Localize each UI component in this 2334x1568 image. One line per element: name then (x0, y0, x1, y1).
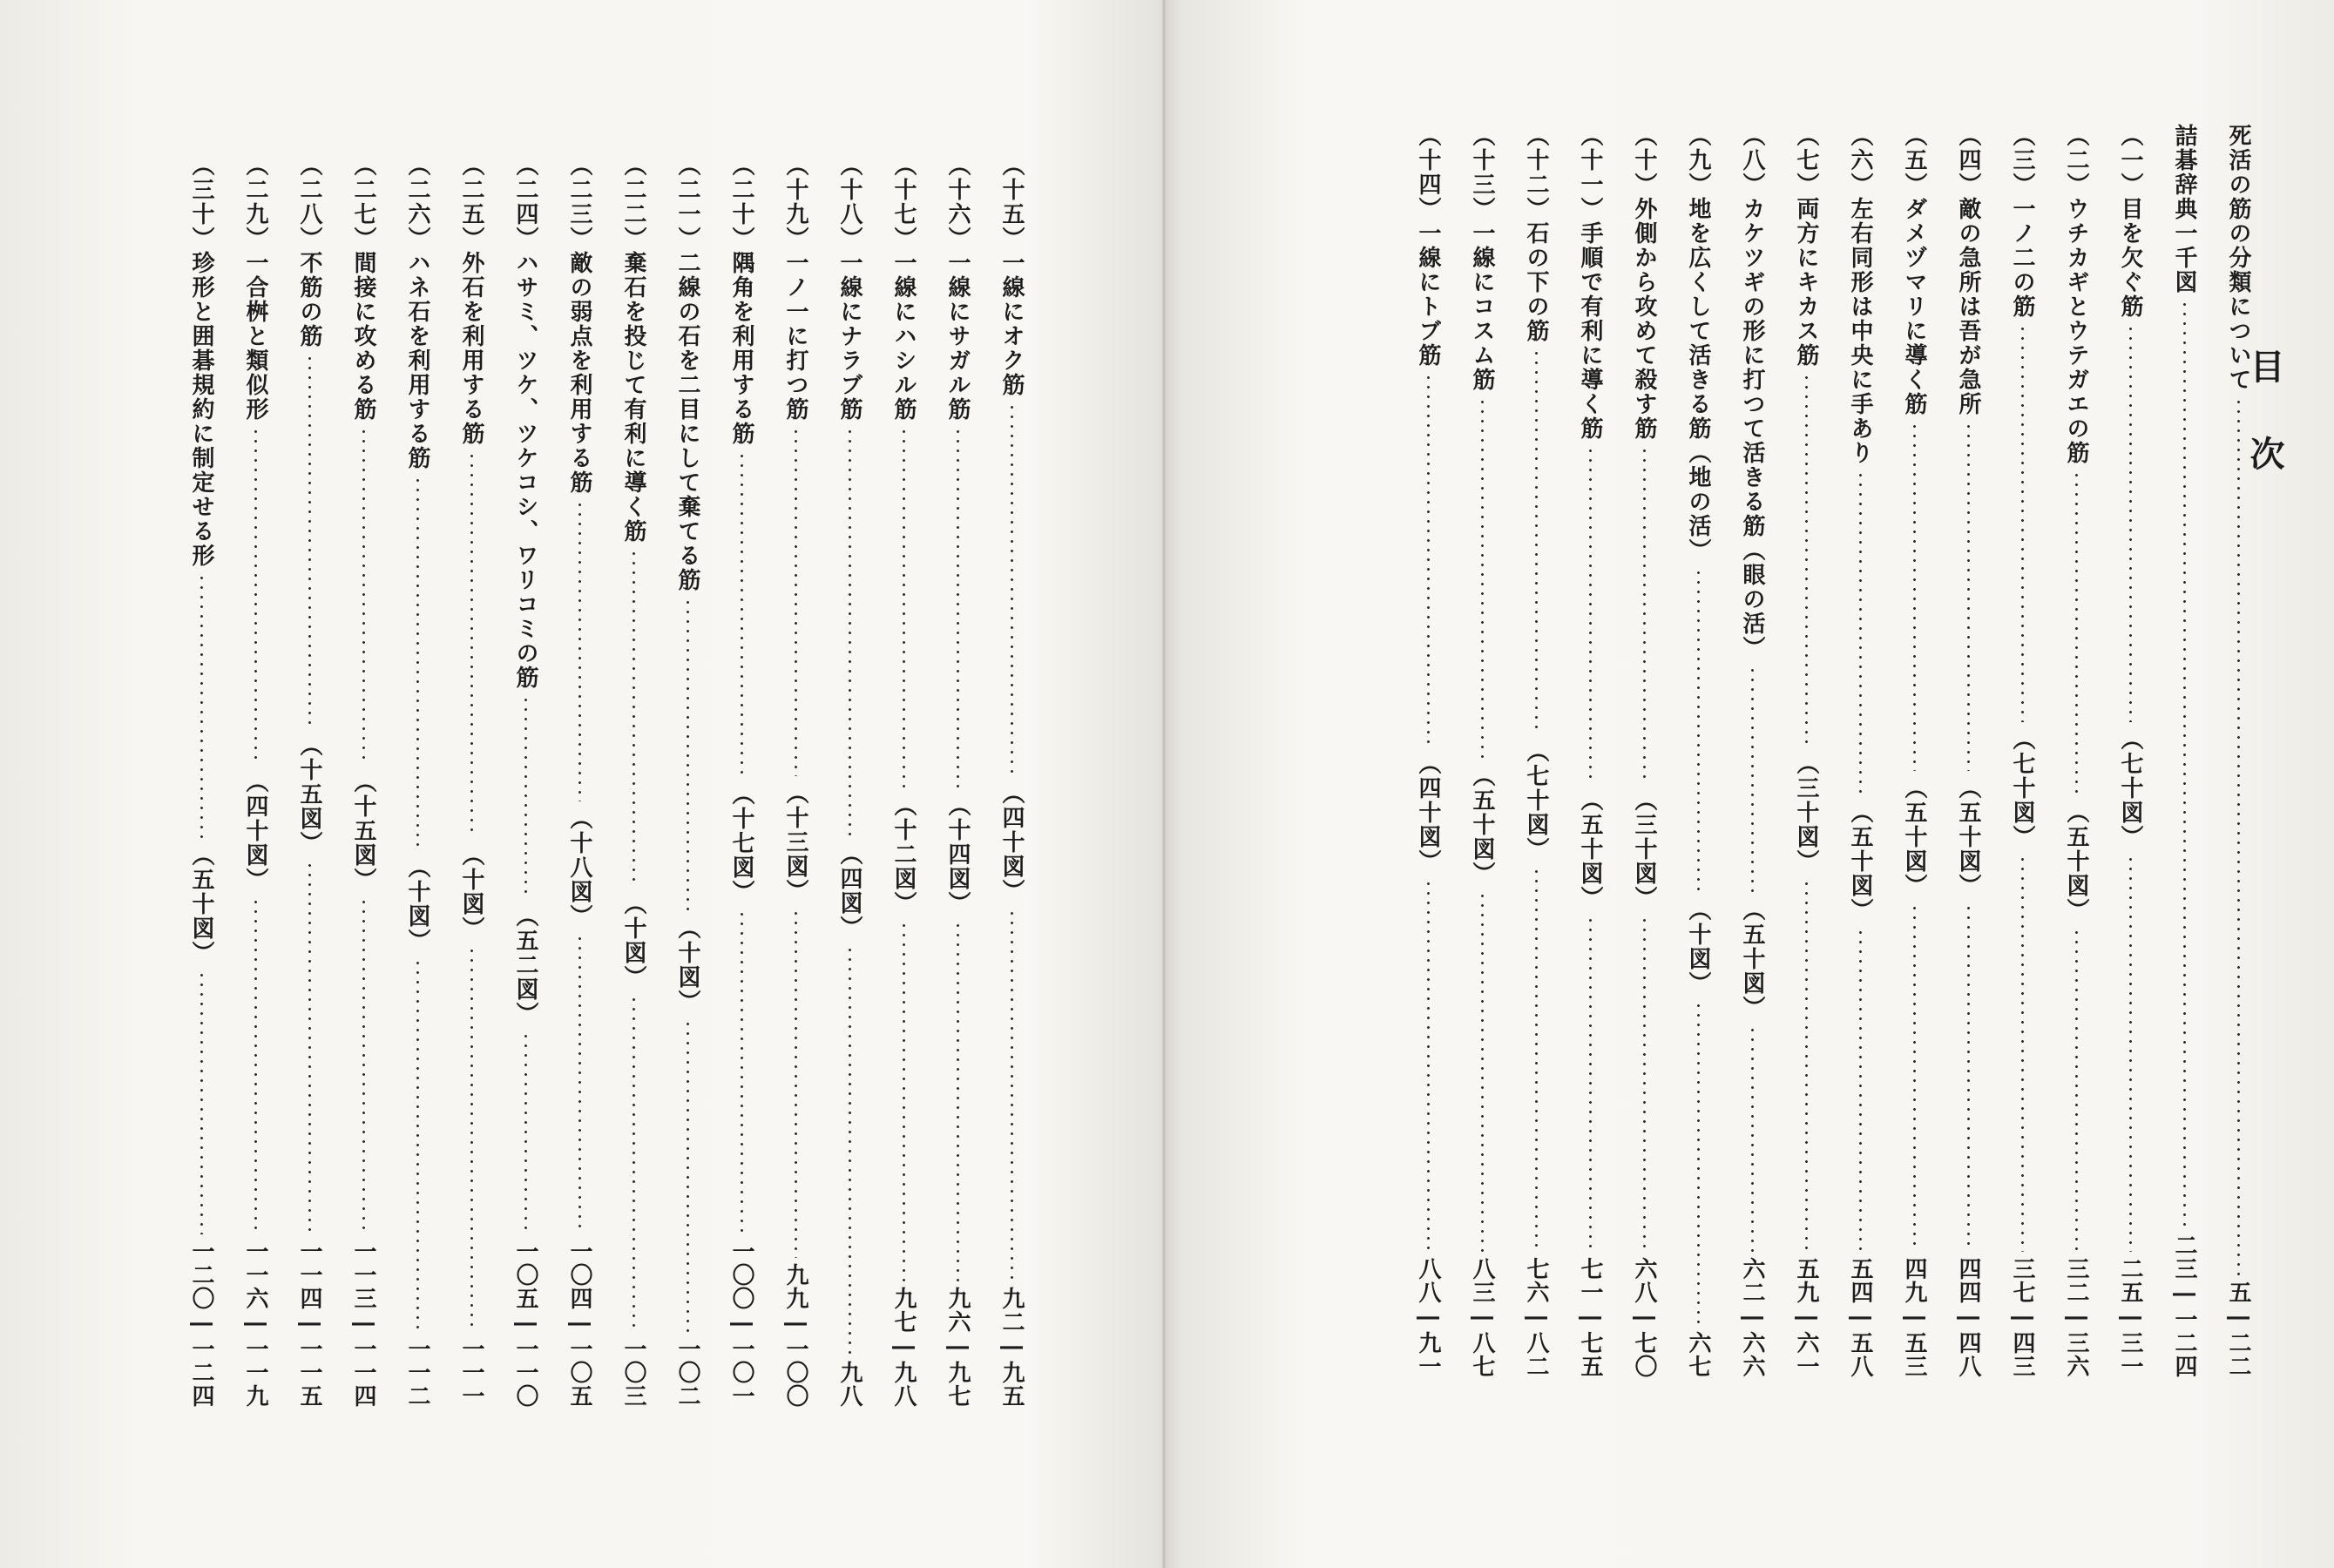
toc-entry-figures: （五十図） (1847, 800, 1873, 923)
toc-entry (990, 153, 1033, 1408)
leader-dots (687, 1019, 689, 1333)
leader-dots (578, 500, 581, 801)
toc-entry-figures: （七十図） (1523, 739, 1549, 862)
page-heading: 目次 (2244, 348, 2285, 523)
toc-entry-pages: 一一六―一一九 (242, 1240, 268, 1408)
toc-entry (1406, 124, 1450, 1378)
toc-entry-figures: （十二図） (890, 793, 917, 916)
toc-entry-title: （二）ウチカギとウテガエの筋 (2063, 124, 2089, 465)
leader-dots (578, 934, 581, 1235)
toc-entry (1730, 124, 1774, 1378)
toc-entry-figures: （四図） (836, 842, 863, 940)
leader-dots (1535, 348, 1538, 734)
toc-entry-figures: （十五図） (296, 733, 322, 855)
toc-entry-pages: 一一三―一一四 (350, 1240, 376, 1408)
toc-entry (233, 153, 277, 1408)
leader-dots (308, 354, 311, 728)
leader-dots (416, 958, 419, 1333)
leader-dots (1643, 916, 1646, 1253)
leader-dots (741, 451, 743, 777)
toc-entry-pages: 四四―四八 (1955, 1257, 1981, 1378)
leader-dots (254, 897, 257, 1235)
toc-entry-figures: （五十図） (2063, 800, 2089, 923)
toc-entry (2108, 124, 2152, 1378)
toc-entry (1514, 124, 1558, 1378)
toc-entry (720, 153, 763, 1408)
toc-entry (1460, 124, 1504, 1378)
toc-entry-title: （八）カケツギの形に打つて活きる筋（眼の活） (1739, 124, 1765, 660)
toc-entry-title: （二七）間接に攻める筋 (350, 153, 376, 422)
toc-entry (2054, 124, 2098, 1378)
toc-entry (612, 153, 655, 1408)
toc-entry-pages: 一一二 (404, 1337, 430, 1408)
toc-entry-title: （一）目を欠ぐ筋 (2117, 124, 2143, 319)
toc-entry-figures: （五十図） (1469, 763, 1495, 886)
toc-entry-figures: （五十図） (1739, 897, 1765, 1020)
leader-dots (1481, 397, 1484, 759)
toc-entry-pages: 九九―一〇〇 (782, 1263, 808, 1408)
toc-entry-title: （二十）隅角を利用する筋 (728, 153, 754, 446)
leader-dots (1805, 879, 1808, 1253)
toc-entry-title: 詰碁辞典一千図 (2171, 124, 2197, 294)
leader-dots (200, 573, 203, 838)
toc-entry-title: （二六）ハネ石を利用する筋 (404, 153, 430, 470)
toc-entry-title: （二八）不筋の筋 (296, 153, 322, 348)
toc-entry-title: 死活の筋の分類について (2225, 124, 2251, 392)
leader-dots (1011, 909, 1013, 1282)
toc-entry-figures: （十図） (1685, 898, 1711, 996)
toc-entry (774, 153, 817, 1408)
toc-entry-title: （二四）ハサミ、ツケ、ツケコシ、ワリコミの筋 (512, 153, 538, 690)
toc-entry-figures: （三十図） (1631, 787, 1657, 910)
leader-dots (2129, 855, 2132, 1253)
toc-entry-pages: 五四―五八 (1847, 1257, 1873, 1378)
toc-entry-pages: 三二―三六 (2063, 1257, 2089, 1378)
toc-entry (882, 153, 925, 1408)
leader-dots (1913, 903, 1916, 1253)
leader-dots (200, 970, 203, 1235)
toc-entry (1568, 124, 1612, 1378)
toc-entry-figures: （十七図） (728, 781, 754, 904)
toc-entry-title: （十四）一線にトブ筋 (1415, 124, 1441, 368)
toc-entry (1784, 124, 1828, 1378)
toc-entry (179, 153, 223, 1408)
toc-entry-pages: 一〇〇―一〇一 (728, 1240, 754, 1408)
leader-dots (1805, 373, 1808, 747)
toc-entry-figures: （十三図） (782, 781, 808, 903)
toc-entry-pages: 五―二二 (2225, 1281, 2251, 1378)
leader-dots (1481, 891, 1484, 1253)
toc-entry-pages: 八八―九一 (1415, 1257, 1441, 1378)
leader-dots (2075, 928, 2078, 1253)
toc-entry (504, 153, 547, 1408)
toc-entry-figures: （七十図） (2009, 727, 2035, 849)
leader-dots (633, 549, 635, 887)
toc-entry (1838, 124, 1882, 1378)
toc-entry-pages: 一二〇―一二四 (188, 1240, 214, 1408)
leader-dots (957, 427, 959, 788)
toc-entry-pages: 二五―三一 (2117, 1257, 2143, 1378)
leader-dots (1427, 879, 1430, 1253)
toc-entry (1622, 124, 1666, 1378)
leader-dots (849, 945, 851, 1355)
toc-entry-figures: （十図） (674, 916, 700, 1014)
toc-entry-title: （十一）手順で有利に導く筋 (1577, 124, 1603, 441)
leader-dots (1011, 402, 1013, 776)
toc-entry-title: （十六）一線にサガル筋 (944, 153, 971, 422)
leader-dots (2075, 470, 2078, 795)
toc-entry-title: （三）一ノ二の筋 (2009, 124, 2035, 319)
leader-dots (1859, 470, 1862, 795)
toc-entry-pages: 六二―六六 (1739, 1257, 1765, 1378)
toc-entry-pages: 一〇五―一一〇 (512, 1240, 538, 1408)
toc-entry-title: （十七）一線にハシル筋 (890, 153, 917, 422)
leader-dots (524, 695, 527, 899)
leader-dots (957, 921, 959, 1282)
toc-entry-figures: （五十図） (188, 842, 214, 965)
toc-entry-figures: （四十図） (1415, 751, 1441, 874)
leader-dots (633, 995, 635, 1333)
toc-entry (342, 153, 385, 1408)
toc-entry-pages: 七一―七五 (1577, 1257, 1603, 1378)
toc-entry (558, 153, 601, 1408)
toc-entry-figures: （十図） (620, 891, 646, 990)
toc-entry-figures: （十八図） (566, 806, 592, 929)
leader-dots (416, 476, 419, 850)
toc-entry-pages: 七六―八二 (1523, 1257, 1549, 1378)
toc-entry-title: （十）外側から攻めて殺す筋 (1631, 124, 1657, 441)
leader-dots (2183, 300, 2186, 1228)
leader-dots (687, 598, 689, 911)
leader-dots (741, 909, 743, 1235)
toc-entry-pages: 九七―九八 (890, 1287, 917, 1408)
leader-dots (470, 946, 473, 1333)
left-page (0, 0, 1162, 1568)
toc-entry-pages: 一一一 (458, 1337, 484, 1408)
leader-dots (1751, 1025, 1754, 1253)
leader-dots (470, 451, 473, 838)
toc-entry-title: （九）地を広くして活きる筋（地の活） (1685, 124, 1711, 563)
toc-entry (1892, 124, 1936, 1378)
toc-entry-figures: （十四図） (944, 793, 971, 916)
leader-dots (849, 427, 851, 837)
toc-entry-pages: 四九―五三 (1901, 1257, 1927, 1378)
toc-entry-pages: 八三―八七 (1469, 1257, 1495, 1378)
toc-entry-figures: （十五図） (350, 769, 376, 892)
toc-entry-pages: 一〇四―一〇五 (566, 1240, 592, 1408)
leader-dots (795, 427, 797, 776)
right-page (1166, 0, 2334, 1568)
leader-dots (903, 427, 905, 788)
toc-entry-title: （二二）棄石を投じて有利に導く筋 (620, 153, 646, 544)
toc-entry-pages: 一〇三 (620, 1337, 646, 1408)
leader-dots (1967, 422, 1970, 771)
leader-dots (1589, 446, 1592, 783)
toc-entry-title: （六）左右同形は中央に手あり (1847, 124, 1873, 465)
toc-entry (2000, 124, 2044, 1378)
toc-entry-pages: 二三―一二四 (2171, 1233, 2197, 1378)
leader-dots (362, 897, 365, 1235)
toc-entry-title: （五）ダメヅマリに導く筋 (1901, 124, 1927, 416)
leader-dots (1697, 1001, 1700, 1326)
leader-dots (524, 1031, 527, 1235)
toc-entry-pages: 六八―七〇 (1631, 1257, 1657, 1378)
toc-entry-title: （二三）敵の弱点を利用する筋 (566, 153, 592, 495)
toc-entry-title: （十三）一線にコスム筋 (1469, 124, 1495, 392)
leader-dots (795, 909, 797, 1258)
toc-entry-pages: 六七 (1685, 1331, 1711, 1378)
toc-entry-figures: （十図） (458, 842, 484, 941)
toc-entry-pages: 一〇二 (674, 1337, 700, 1408)
leader-dots (2237, 397, 2240, 1275)
leader-dots (1427, 373, 1430, 747)
toc-left (179, 153, 1033, 1408)
toc-entry-figures: （四十図） (242, 769, 268, 892)
toc-entry-title: （三十）珍形と囲碁規約に制定せる形 (188, 153, 214, 568)
toc-entry-title: （十二）石の下の筋 (1523, 124, 1549, 343)
toc-entry-figures: （七十図） (2117, 727, 2143, 849)
toc-entry-pages: 五九―六一 (1793, 1257, 1819, 1378)
toc-entry (2162, 124, 2206, 1378)
toc-entry-title: （二五）外石を利用する筋 (458, 153, 484, 446)
toc-entry (396, 153, 439, 1408)
leader-dots (2021, 324, 2024, 722)
leader-dots (2129, 324, 2132, 722)
leader-dots (2021, 855, 2024, 1253)
toc-entry-figures: （五二図） (512, 903, 538, 1026)
toc-right (1406, 124, 2260, 1378)
toc-entry (450, 153, 493, 1408)
toc-entry-pages: 一一四―一一五 (296, 1240, 322, 1408)
leader-dots (1859, 928, 1862, 1253)
toc-entry-title: （十九）一ノ一に打つ筋 (782, 153, 808, 422)
toc-entry-pages: 九二―九五 (998, 1287, 1025, 1408)
toc-entry-figures: （五十図） (1901, 775, 1927, 898)
toc-entry-figures: （五十図） (1955, 775, 1981, 898)
toc-entry-title: （七）両方にキカス筋 (1793, 124, 1819, 368)
leader-dots (1535, 867, 1538, 1253)
toc-entry-figures: （五十図） (1577, 787, 1603, 910)
leader-dots (308, 861, 311, 1235)
leader-dots (362, 427, 365, 765)
leader-dots (1913, 422, 1916, 771)
toc-entry-title: （四）敵の急所は吾が急所 (1955, 124, 1981, 416)
toc-entry (2216, 124, 2260, 1378)
toc-entry (1676, 124, 1720, 1378)
toc-entry-figures: （四十図） (998, 781, 1025, 903)
leader-dots (1589, 916, 1592, 1253)
leader-dots (1751, 666, 1754, 893)
toc-entry-figures: （三十図） (1793, 751, 1819, 874)
leader-dots (1643, 446, 1646, 783)
toc-entry-figures: （十図） (404, 855, 430, 953)
leader-dots (903, 921, 905, 1282)
leader-dots (254, 427, 257, 765)
toc-entry-title: （二一）二線の石を二目にして棄てる筋 (674, 153, 700, 592)
leader-dots (1967, 903, 1970, 1253)
toc-entry (828, 153, 871, 1408)
toc-entry-title: （二九）一合桝と類似形 (242, 153, 268, 422)
toc-entry (1946, 124, 1990, 1378)
toc-entry-title: （十八）一線にナラブ筋 (836, 153, 863, 422)
toc-entry-pages: 三七―四三 (2009, 1257, 2035, 1378)
toc-entry (936, 153, 979, 1408)
toc-entry-title: （十五）一線にオク筋 (998, 153, 1025, 397)
toc-entry-pages: 九八 (836, 1361, 863, 1408)
toc-entry (666, 153, 709, 1408)
toc-entry (288, 153, 331, 1408)
toc-entry-pages: 九六―九七 (944, 1287, 971, 1408)
leader-dots (1697, 568, 1700, 893)
